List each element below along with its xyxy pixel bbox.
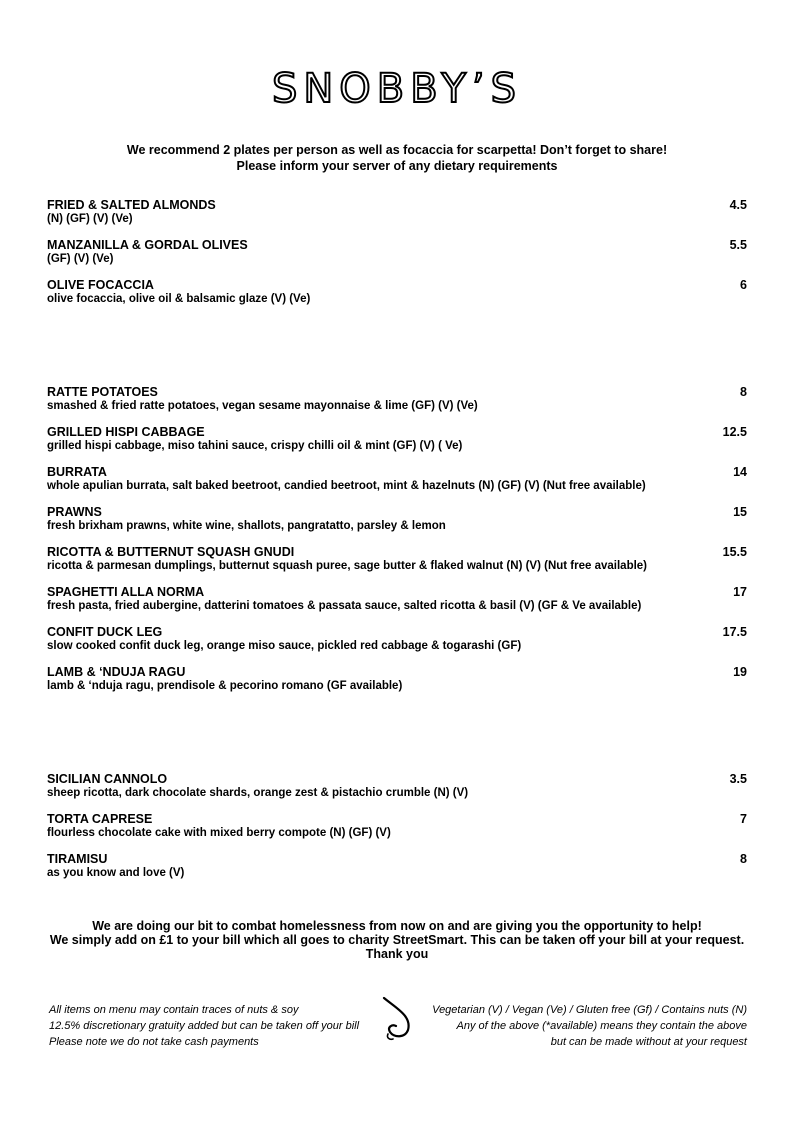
menu-item [47,585,747,625]
menu-section-desserts [47,772,747,892]
menu-item [47,665,747,705]
footer-left-line-3: Please note we do not take cash payments [49,1036,259,1048]
menu-item [47,278,747,318]
item-name: RICOTTA & BUTTERNUT SQUASH GNUDI [47,545,295,559]
menu-item [47,425,747,465]
menu-item [47,772,747,812]
menu-item [47,625,747,665]
footer-right-line-3: but can be made without at your request [550,1036,747,1048]
menu-item [47,385,747,425]
item-description: slow cooked confit duck leg, orange miso sauce, pickled red cabbage & togarashi (GF) [47,640,522,652]
item-description: olive focaccia, olive oil & balsamic glaze (V) (Ve) [47,293,311,305]
footer-left-line-1: All items on menu may contain traces of nuts & soy [49,1004,299,1016]
menu-item [47,465,747,505]
item-description: fresh pasta, fried aubergine, datterini tomatoes & passata sauce, salted ricotta & basil (V) (GF & Ve available) [47,600,642,612]
item-description: fresh brixham prawns, white wine, shallots, pangratatto, parsley & lemon [47,520,446,532]
item-description: (GF) (V) (Ve) [47,253,114,265]
item-name: OLIVE FOCACCIA [47,278,154,292]
footer-left-line-2: 12.5% discretionary gratuity added but can be taken off your bill [49,1020,360,1032]
item-price: 8 [740,385,747,399]
intro-line-2: Please inform your server of any dietary requirements [236,159,558,173]
item-price: 17 [733,585,747,599]
item-description: sheep ricotta, dark chocolate shards, orange zest & pistachio crumble (N) (V) [47,787,469,799]
footer-right-line-1: Vegetarian (V) / Vegan (Ve) / Gluten free (Gf) / Contains nuts (N) [432,1004,747,1016]
item-price: 17.5 [722,625,747,639]
item-name: GRILLED HISPI CABBAGE [47,425,205,439]
item-price: 14 [733,465,747,479]
item-price: 4.5 [729,198,747,212]
item-name: SICILIAN CANNOLO [47,772,168,786]
menu-item [47,812,747,852]
footer-disclaimers [49,1002,359,1050]
footer-legend [432,1002,747,1050]
item-name: TORTA CAPRESE [47,812,153,826]
item-description: as you know and love (V) [47,867,185,879]
footer-right-line-2: Any of the above (*available) means they contain the above [456,1020,747,1032]
item-description: smashed & fried ratte potatoes, vegan sesame mayonnaise & lime (GF) (V) (Ve) [47,400,478,412]
charity-line-2: We simply add on £1 to your bill which all goes to charity StreetSmart. This can be taken off your bill at your request. [49,933,745,947]
menu-section-plates [47,385,747,705]
charity-line-1: We are doing our bit to combat homelessness from now on and are giving you the opportunity to help! [92,919,702,933]
item-description: flourless chocolate cake with mixed berry compote (N) (GF) (V) [47,827,391,839]
charity-line-3: Thank you [365,947,429,961]
item-name: SPAGHETTI ALLA NORMA [47,585,205,599]
item-name: BURRATA [47,465,107,479]
item-price: 5.5 [729,238,747,252]
menu-item [47,198,747,238]
item-price: 15 [733,505,747,519]
menu-item [47,505,747,545]
item-name: FRIED & SALTED ALMONDS [47,198,216,212]
item-description: (N) (GF) (V) (Ve) [47,213,133,225]
charity-note [0,919,794,961]
item-name: RATTE POTATOES [47,385,158,399]
item-price: 7 [740,812,747,826]
restaurant-logo: SNOBBY’S [271,66,523,112]
intro-note [0,142,794,174]
intro-line-1: We recommend 2 plates per person as well as focaccia for scarpetta! Don’t forget to share! [126,143,668,157]
item-price: 6 [740,278,747,292]
item-description: whole apulian burrata, salt baked beetroot, candied beetroot, mint & hazelnuts (N) (GF) (V) (Nut free available) [47,480,646,492]
item-name: MANZANILLA & GORDAL OLIVES [47,238,248,252]
item-price: 15.5 [722,545,747,559]
item-name: CONFIT DUCK LEG [47,625,163,639]
menu-item [47,238,747,278]
swirl-emblem-icon [378,994,418,1042]
item-description: grilled hispi cabbage, miso tahini sauce, crispy chilli oil & mint (GF) (V) ( Ve) [47,440,463,452]
item-price: 12.5 [722,425,747,439]
item-price: 19 [733,665,747,679]
menu-section-snacks [47,198,747,318]
item-name: LAMB & ‘NDUJA RAGU [47,665,186,679]
item-description: lamb & ‘nduja ragu, prendisole & pecorino romano (GF available) [47,680,403,692]
menu-item [47,852,747,892]
menu-item [47,545,747,585]
item-name: PRAWNS [47,505,102,519]
item-name: TIRAMISU [47,852,108,866]
item-description: ricotta & parmesan dumplings, butternut squash puree, sage butter & flaked walnut (N) (V) (Nut free available) [47,560,648,572]
item-price: 8 [740,852,747,866]
item-price: 3.5 [729,772,747,786]
